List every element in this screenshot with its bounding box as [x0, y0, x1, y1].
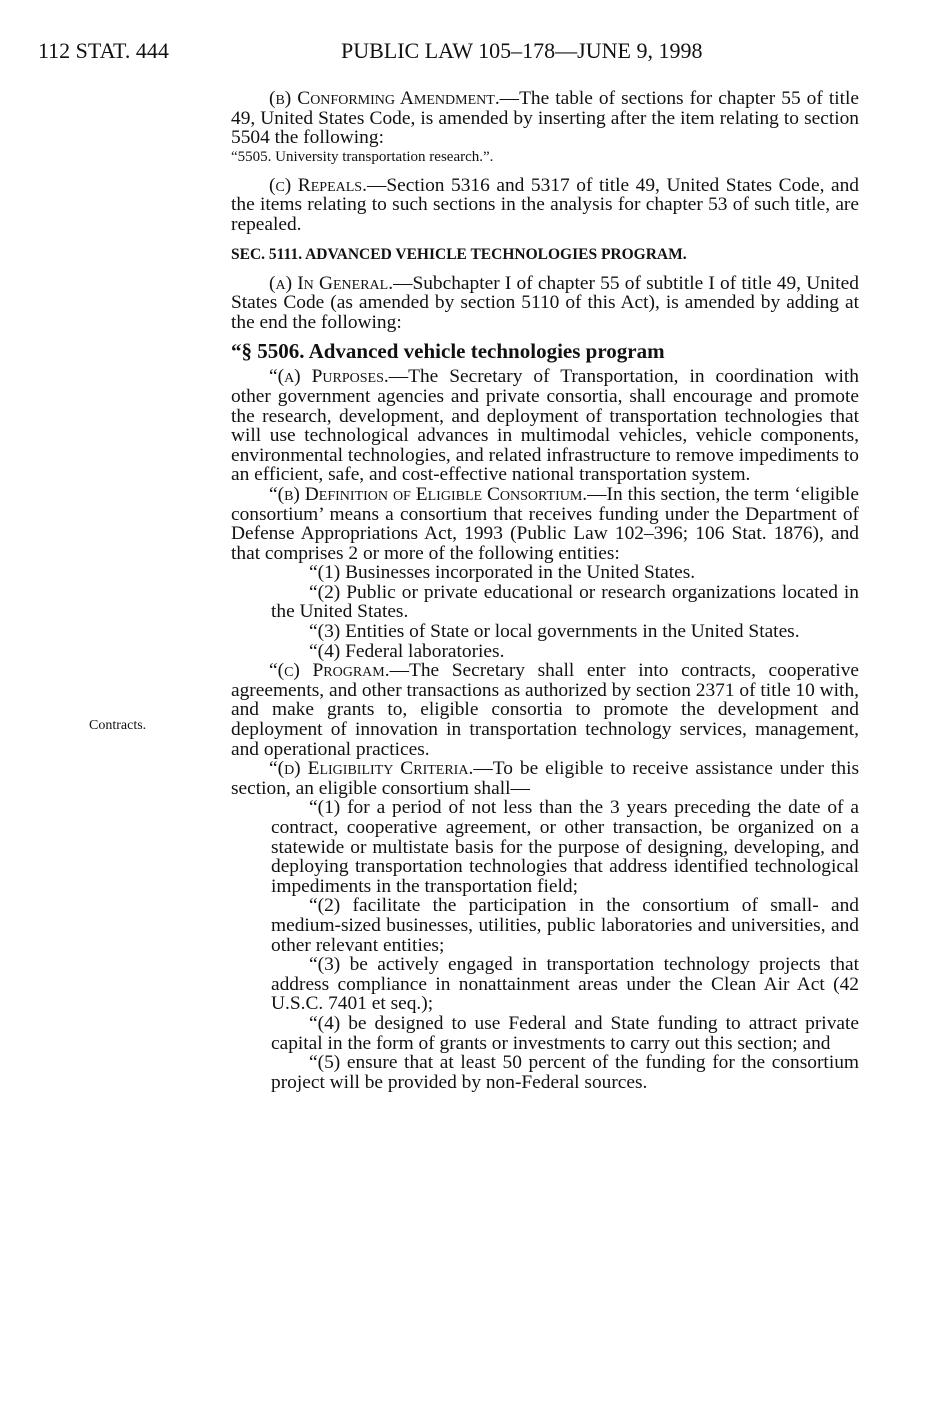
statute-page-number: 112 STAT. 444	[38, 38, 169, 63]
margin-note: Contracts.	[89, 718, 147, 733]
criteria-item: “(3) be actively engaged in transportation technology projects that address compliance in nonattainment areas under the Clean Air Act (42 U.S.C. 7401 et seq.);	[271, 954, 859, 1015]
paragraph-text: —The Secretary shall enter into contracts, cooperative agreements, and other transactions as authorized by section 2371 of title 10 with, and make grants to, eligible consortia to promote the development and deployment of innovation in transportation technology services, management, and operational practices.	[231, 660, 859, 760]
entity-item: “(1) Businesses incorporated in the United States.	[309, 562, 696, 584]
criteria-item: “(2) facilitate the participation in the consortium of small- and medium-sized businesses, utilities, public laboratories and universities, and other relevant entities;	[271, 895, 859, 956]
table-item-5505: “5505. University transportation research.”.	[231, 148, 494, 165]
paragraph-label: (b) Conforming Amendment.	[269, 88, 500, 109]
paragraph-text: —The Secretary of Transportation, in coordination with other government agencies and private consortia, shall encourage and promote the research, development, and deployment of transportation technologies that will use technological advances in multimodal vehicles, vehicle components, environmental technologies, and related infrastructure to remove impediments to an efficient, safe, and cost-effective national transportation system.	[231, 366, 859, 486]
paragraph-label: “(a) Purposes.	[269, 366, 389, 388]
criteria-item: “(5) ensure that at least 50 percent of the funding for the consortium project will be provided by non-Federal sources.	[271, 1052, 859, 1093]
section-title-5111: SEC. 5111. ADVANCED VEHICLE TECHNOLOGIES PROGRAM.	[231, 245, 687, 263]
paragraph-a-in-general	[231, 274, 859, 333]
entity-item: “(2) Public or private educational or research organizations located in the United States.	[271, 581, 859, 623]
paragraph-label: (c) Repeals.	[269, 174, 367, 196]
paragraph-label: “(c) Program.	[269, 660, 390, 682]
section-heading-5506: “§ 5506. Advanced vehicle technologies program	[231, 339, 665, 364]
paragraph-purposes	[231, 367, 859, 485]
entity-item: “(4) Federal laboratories.	[309, 640, 505, 662]
entity-item: “(3) Entities of State or local governments in the United States.	[309, 621, 800, 643]
paragraph-text: —To be eligible to receive assistance under this section, an eligible consortium shall—	[231, 758, 859, 799]
paragraph-c-repeals	[231, 176, 859, 235]
paragraph-b-conforming-amendment	[231, 89, 859, 148]
paragraph-text: —In this section, the term ‘eligible consortium’ means a consortium that receives funding under the Department of Defense Appropriations Act, 1993 (Public Law 102–396; 106 Stat. 1876), and that comprises 2 or more of the following entities:	[231, 483, 860, 564]
paragraph-label: (a) In General.	[269, 272, 394, 294]
paragraph-eligibility-criteria	[231, 759, 859, 798]
criteria-item: “(1) for a period of not less than the 3 years preceding the date of a contract, cooperative agreement, or other transaction, be organized on a statewide or multistate basis for the purpose of designing, developing, and deploying transportation technologies that address identified technological impediments in the transportation field;	[271, 797, 859, 897]
document-body	[231, 89, 859, 1092]
paragraph-program	[231, 661, 859, 759]
paragraph-label: “(d) Eligibility Criteria.	[269, 758, 474, 780]
paragraph-text: —Subchapter I of chapter 55 of subtitle I of title 49, United States Code (as amended by section 5110 of this Act), is amended by adding at the end the following:	[231, 272, 859, 333]
paragraph-definition	[231, 485, 859, 563]
criteria-item: “(4) be designed to use Federal and State funding to attract private capital in the form of grants or investments to carry out this section; and	[271, 1012, 859, 1054]
paragraph-text: —The table of sections for chapter 55 of title 49, United States Code, is amended by inserting after the item relating to section 5504 the following:	[231, 88, 859, 149]
paragraph-label: “(b) Definition of Eligible Consortium.	[269, 483, 588, 505]
paragraph-text: —Section 5316 and 5317 of title 49, United States Code, and the items relating to such sections in the analysis for chapter 53 of such title, are repealed.	[231, 174, 859, 235]
public-law-title: PUBLIC LAW 105–178—JUNE 9, 1998	[341, 38, 703, 63]
